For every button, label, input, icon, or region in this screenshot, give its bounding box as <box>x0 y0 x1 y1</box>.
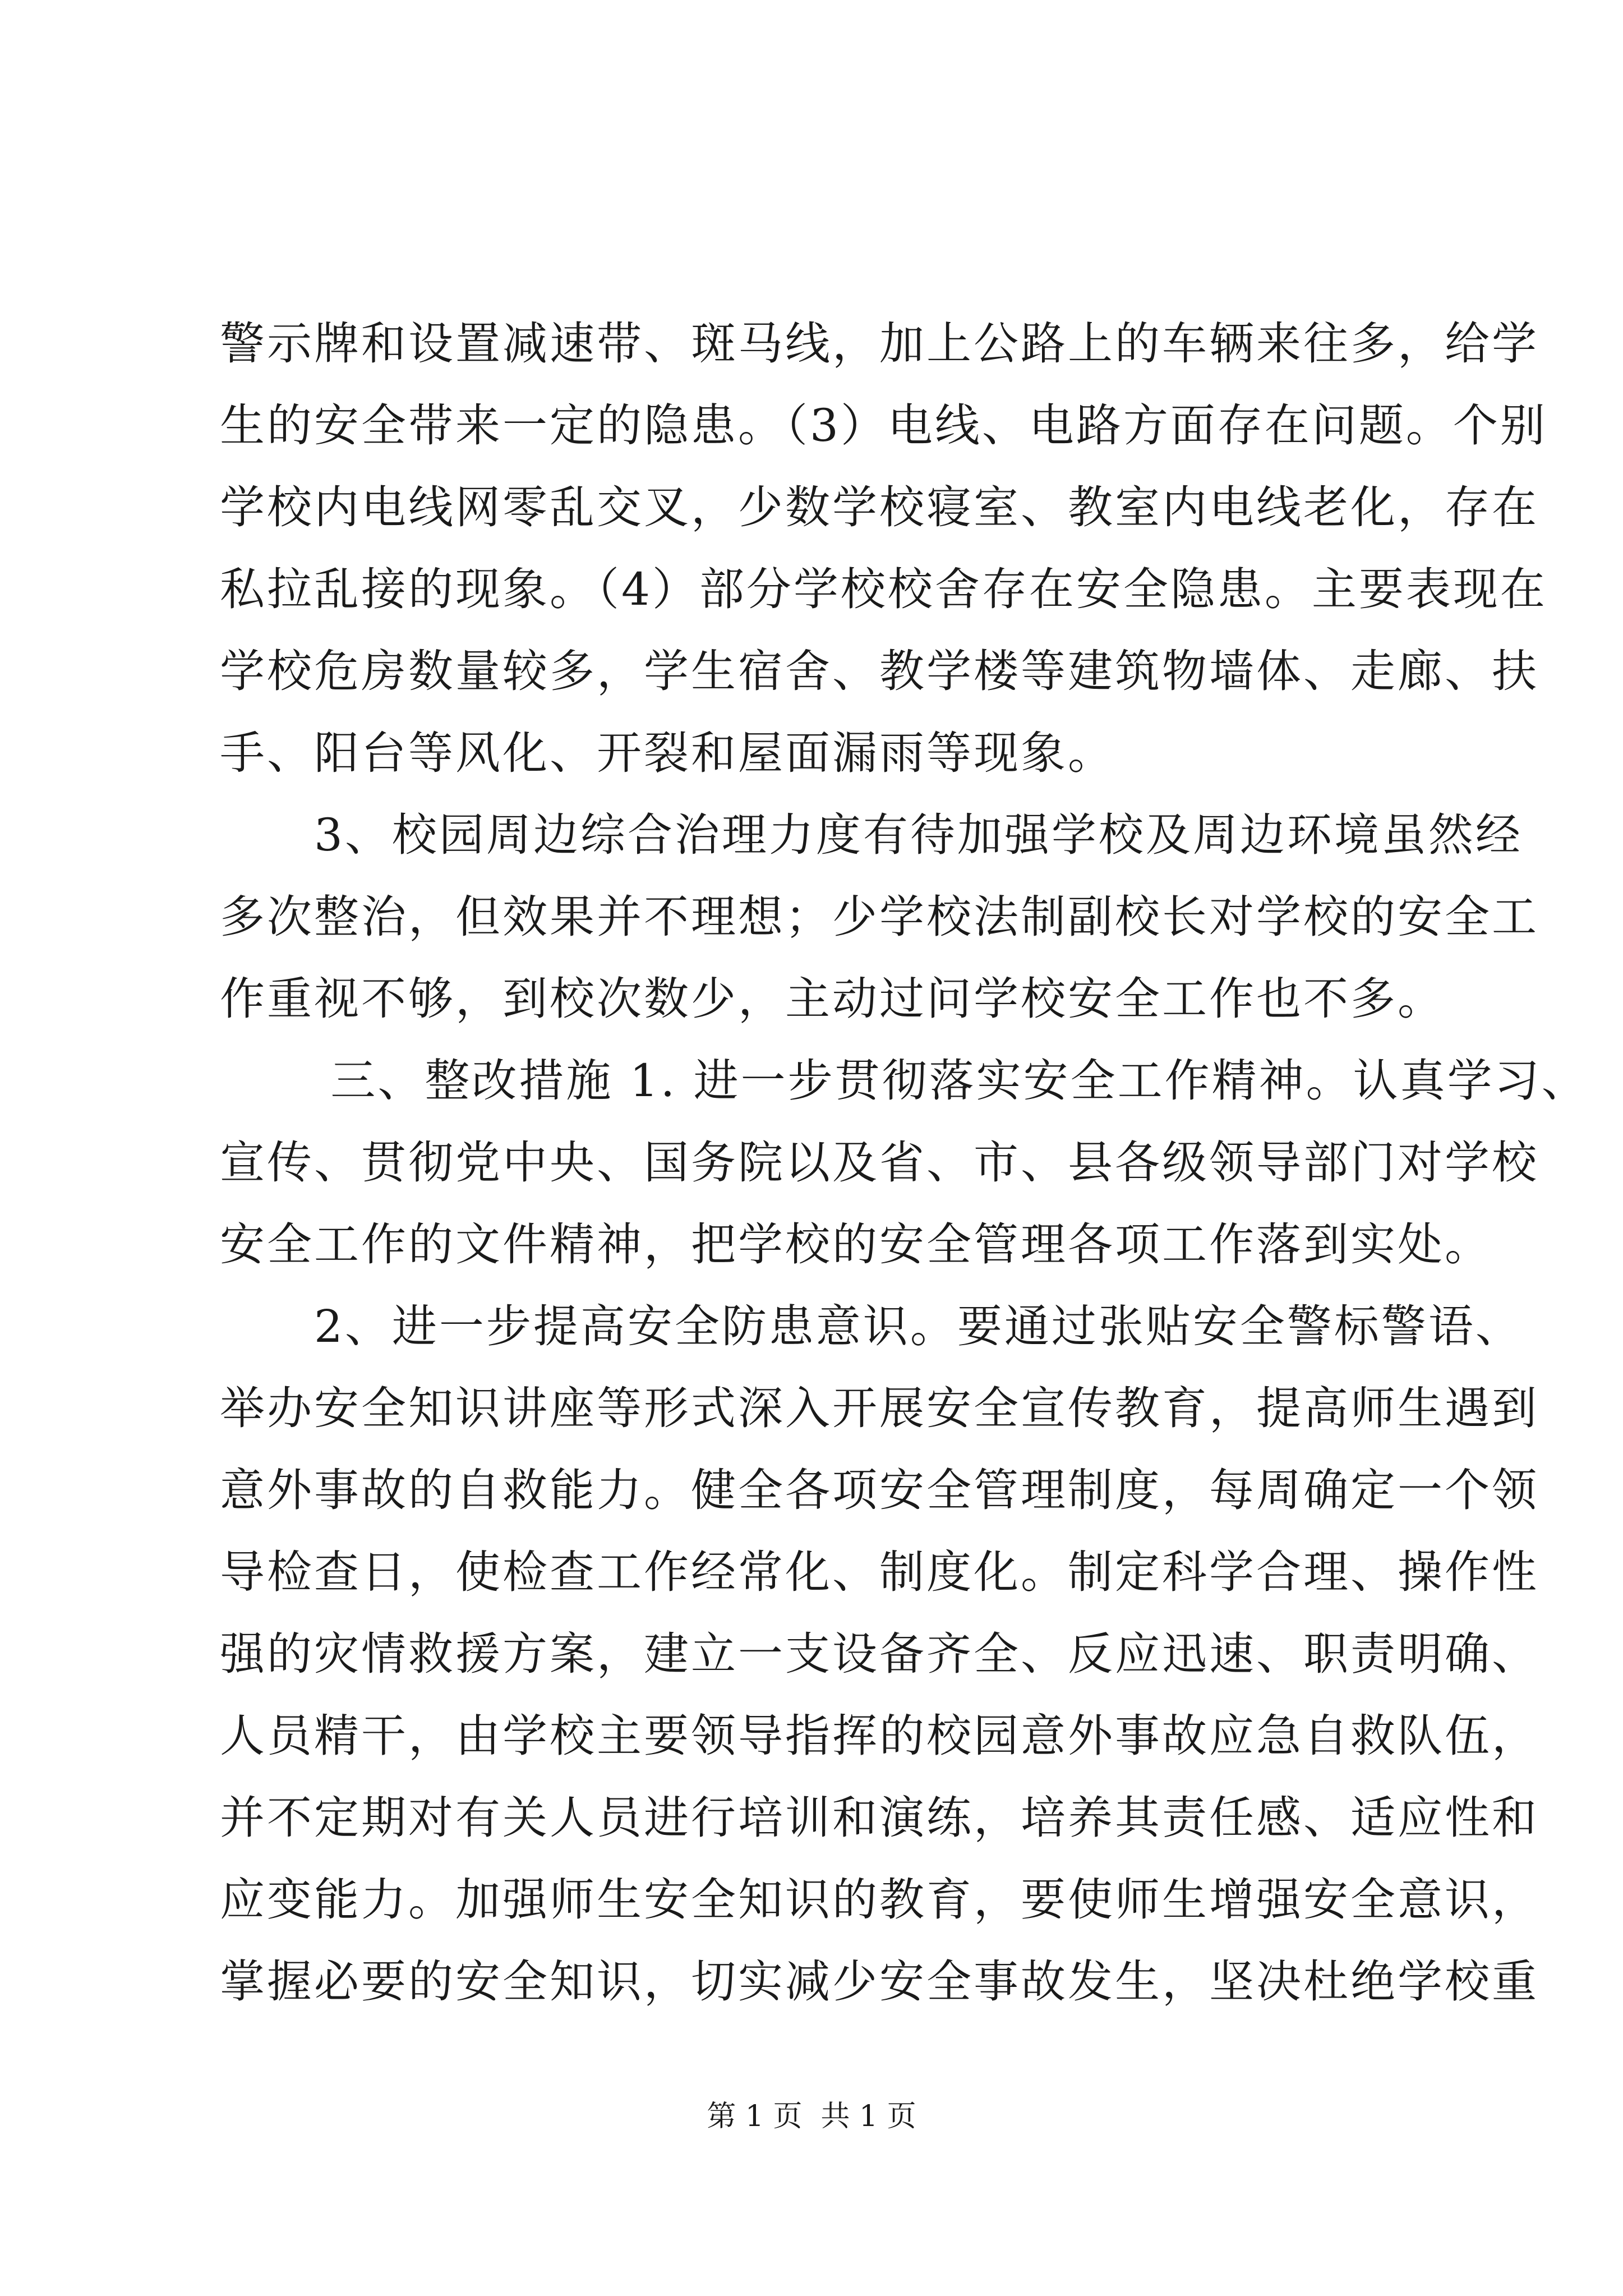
text-line: 生的安全带来一定的隐患。（3）电线、电路方面存在问题。个别 <box>220 399 1547 452</box>
text-line: 人员精干，由学校主要领导指挥的校园意外事故应急自救队伍， <box>220 1710 1539 1762</box>
text-line: 三、整改措施 1. 进一步贯彻落实安全工作精神。认真学习、 <box>220 1055 1589 1107</box>
text-line: 学校危房数量较多，学生宿舍、教学楼等建筑物墙体、走廊、扶 <box>220 645 1539 697</box>
text-line: 学校内电线网零乱交叉，少数学校寝室、教室内电线老化，存在 <box>220 481 1539 533</box>
text-line: 应变能力。加强师生安全知识的教育，要使师生增强安全意识， <box>220 1874 1539 1926</box>
text-line: 意外事故的自救能力。健全各项安全管理制度，每周确定一个领 <box>220 1464 1539 1516</box>
text-line: 警示牌和设置减速带、斑马线，加上公路上的车辆来往多，给学 <box>220 318 1539 370</box>
text-line: 手、阳台等风化、开裂和屋面漏雨等现象。 <box>220 727 1115 779</box>
text-line: 多次整治，但效果并不理想；少学校法制副校长对学校的安全工 <box>220 891 1539 943</box>
text-line: 宣传、贯彻党中央、国务院以及省、市、县各级领导部门对学校 <box>220 1137 1539 1189</box>
page-number-footer: 第 1 页 共 1 页 <box>707 2100 916 2133</box>
text-line: 2、进一步提高安全防患意识。要通过张贴安全警标警语、 <box>220 1300 1523 1352</box>
text-line: 作重视不够，到校次数少，主动过问学校安全工作也不多。 <box>220 973 1445 1025</box>
text-line: 掌握必要的安全知识，切实减少安全事故发生，坚决杜绝学校重 <box>220 1955 1539 2008</box>
text-line: 举办安全知识讲座等形式深入开展安全宣传教育，提高师生遇到 <box>220 1382 1539 1434</box>
text-line: 私拉乱接的现象。（4）部分学校校舍存在安全隐患。主要表现在 <box>220 563 1547 615</box>
text-line: 安全工作的文件精神，把学校的安全管理各项工作落到实处。 <box>220 1218 1492 1271</box>
text-line: 强的灾情救援方案，建立一支设备齐全、反应迅速、职责明确、 <box>220 1628 1539 1680</box>
text-line: 导检查日，使检查工作经常化、制度化。制定科学合理、操作性 <box>220 1546 1539 1598</box>
text-line: 3、校园周边综合治理力度有待加强学校及周边环境虽然经 <box>220 809 1523 861</box>
body-text <box>220 303 1589 2023</box>
text-line: 并不定期对有关人员进行培训和演练，培养其责任感、适应性和 <box>220 1792 1539 1844</box>
